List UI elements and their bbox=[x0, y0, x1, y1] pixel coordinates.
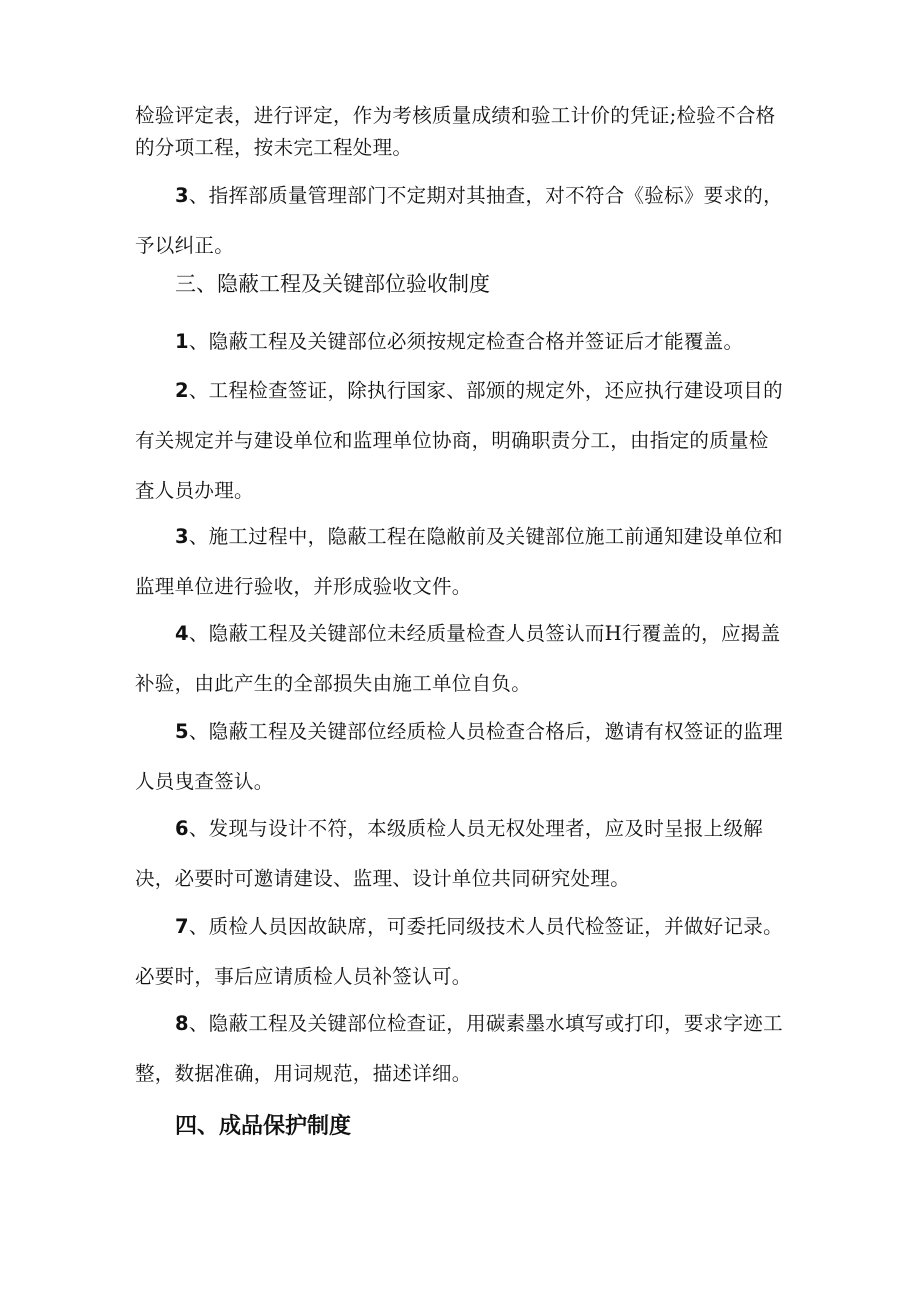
item-text: 、隐蔽工程及关键部位未经质量检查人员签认而H行覆盖的，应揭盖补验，由此产生的全部损失由施工单位自负。 bbox=[135, 622, 781, 695]
section-3-item-6 bbox=[135, 804, 787, 904]
item-text: 、指挥部质量管理部门不定期对其抽查，对不符合《验标》要求的，予以纠正。 bbox=[135, 184, 783, 257]
item-text: 、隐蔽工程及关键部位必须按规定检查合格并签证后才能覆盖。 bbox=[188, 330, 744, 353]
prev-item-3 bbox=[135, 171, 787, 271]
section-3-item-2 bbox=[135, 366, 787, 516]
intro-text: 检验评定表，进行评定，作为考核质量成绩和验工计价的凭证;检验不合格的分项工程，按未完工程处理。 bbox=[135, 104, 776, 159]
section-3-item-3 bbox=[135, 512, 787, 612]
item-number: 5 bbox=[175, 720, 189, 743]
section-3-item-7 bbox=[135, 902, 787, 1002]
item-text: 、质检人员因故缺席，可委托同级技术人员代检签证，并做好记录。必要时，事后应请质检人员补签认可。 bbox=[135, 915, 783, 988]
item-text: 、施工过程中，隐蔽工程在隐敝前及关键部位施工前通知建设单位和监理单位进行验收，并形成验收文件。 bbox=[135, 525, 783, 598]
item-number: 4 bbox=[175, 622, 189, 645]
item-number: 2 bbox=[175, 379, 189, 402]
item-number: 6 bbox=[175, 817, 189, 840]
item-number: 3 bbox=[175, 525, 189, 548]
item-number: 7 bbox=[175, 915, 189, 938]
intro-paragraph bbox=[135, 100, 787, 164]
item-number: 8 bbox=[175, 1012, 189, 1035]
section-4-title: 四、成品保护制度 bbox=[175, 1114, 352, 1139]
item-text: 、隐蔽工程及关键部位检查证，用碳素墨水填写或打印，要求字迹工整，数据准确，用词规范，描述详细。 bbox=[135, 1012, 783, 1085]
section-3-item-5 bbox=[135, 707, 787, 807]
section-3-item-4 bbox=[135, 609, 787, 709]
item-number: 3 bbox=[175, 184, 189, 207]
item-text: 、工程检查签证，除执行国家、部颁的规定外，还应执行建设项目的有关规定并与建设单位和监理单位协商，明确职责分工，由指定的质量检査人员办理。 bbox=[135, 379, 783, 502]
item-text: 、发现与设计不符，本级质检人员无权处理者，应及时呈报上级解决，必要时可邀请建设、监理、设计单位共同研究处理。 bbox=[135, 817, 764, 890]
item-number: 1 bbox=[175, 330, 189, 353]
section-3-item-1 bbox=[135, 317, 787, 367]
item-text: 、隐蔽工程及关键部位经质检人员检查合格后，邀请有权签证的监理人员曳查签认。 bbox=[135, 720, 783, 793]
section-3-item-8 bbox=[135, 999, 787, 1099]
section-3-title: 三、隐蔽工程及关键部位验收制度 bbox=[175, 272, 490, 296]
